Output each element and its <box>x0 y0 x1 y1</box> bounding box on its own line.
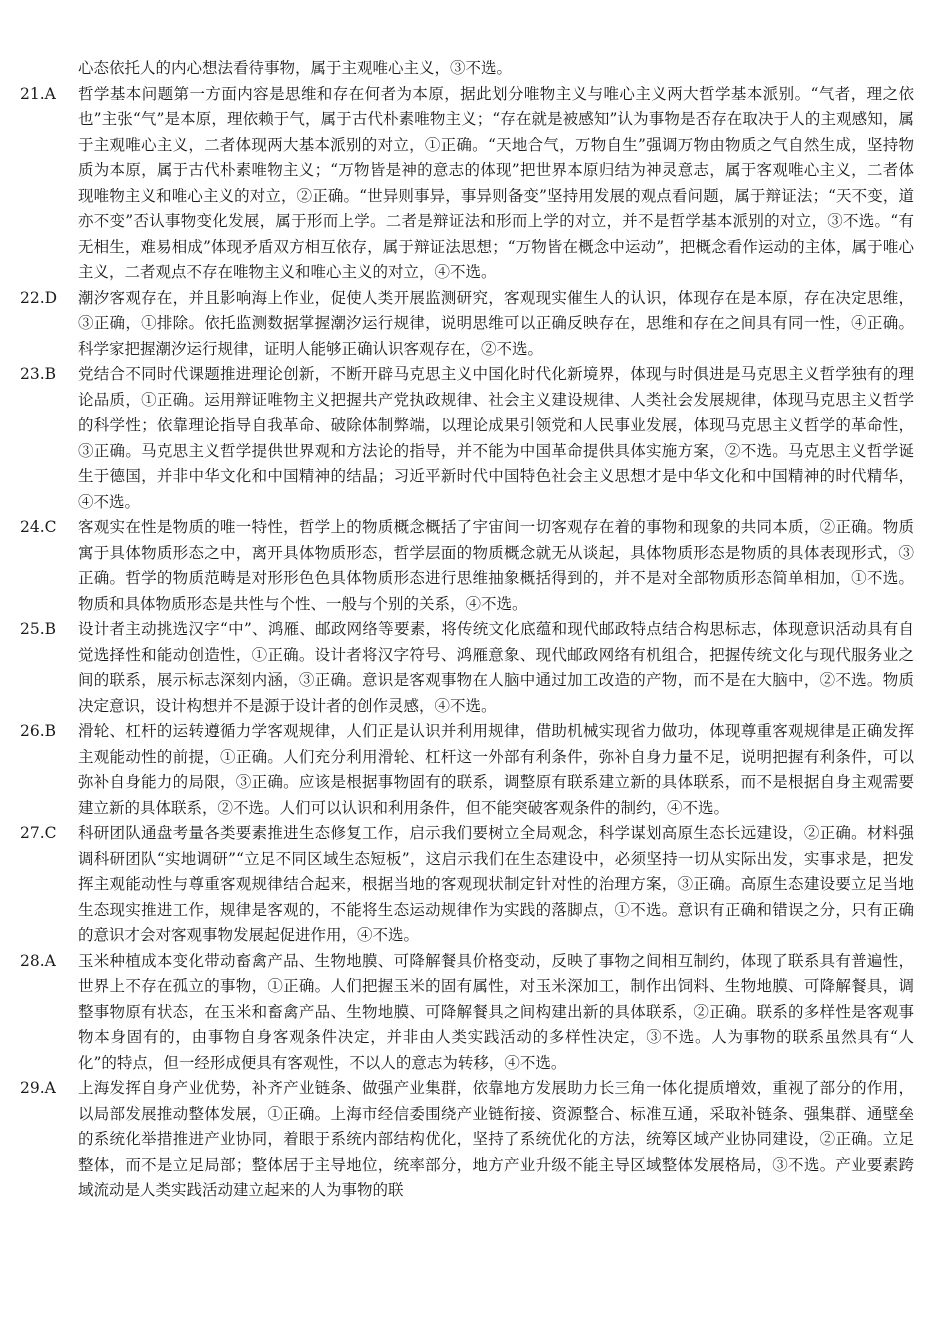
answer-letter: A <box>44 1079 56 1097</box>
answer-letter: A <box>44 951 56 970</box>
item-number: 28.A <box>20 951 56 970</box>
explanation-text: 科研团队通盘考量各类要素推进生态修复工作，启示我们要树立全局观念，科学谋划高原生态长远建设，②正确。材料强调科研团队“实地调研”“立足不同区域生态短板”，这启示我们在生态建设中，必须坚持一切从实际出发，实事求是，把发挥主观能动性与尊重客观规律结合起来，根据当地的客观现状制定针对性的治理方案，③正确。高原生态建设要立足当地生态现实推进工作，规律是客观的，不能将生态运动规律作为实践的落脚点，①不选。意识有正确和错误之分，只有正确的意识才会对客观事物发展起促进作用，④不选。 <box>78 824 914 944</box>
answer-item-26 <box>20 719 914 821</box>
answer-item-25 <box>20 617 914 719</box>
continued-paragraph: 心态依托人的内心想法看待事物，属于主观唯心主义，③不选。 <box>78 59 513 77</box>
answer-letter: B <box>44 365 57 383</box>
answer-item-27 <box>20 821 914 949</box>
item-number: 26.B <box>20 722 57 740</box>
answer-letter: D <box>44 288 58 307</box>
item-number: 22.D <box>20 288 58 307</box>
item-number: 25.B <box>20 620 57 638</box>
answer-letter: C <box>44 518 57 536</box>
answer-item-22 <box>20 286 914 363</box>
answer-letter: B <box>44 620 57 638</box>
answer-item-29 <box>20 1076 914 1204</box>
explanation-text: 上海发挥自身产业优势，补齐产业链条、做强产业集群，依靠地方发展助力长三角一体化提质增效，重视了部分的作用，以局部发展推动整体发展，①正确。上海市经信委围绕产业链衔接、资源整合、标准互通，采取补链条、强集群、通壁垒的系统化举措推进产业协同，着眼于系统内部结构优化，坚持了系统优化的方法，统筹区域产业协同建设，②正确。立足整体，而不是立足局部；整体居于主导地位，统率部分，地方产业升级不能主导区域整体发展格局，③不选。产业要素跨域流动是人类实践活动建立起来的人为事物的联 <box>78 1079 914 1199</box>
answer-letter: A <box>44 84 56 103</box>
item-number: 24.C <box>20 518 57 536</box>
answer-item-28 <box>20 949 914 1077</box>
explanation-text: 党结合不同时代课题推进理论创新，不断开辟马克思主义中国化时代化新境界，体现与时俱进是马克思主义哲学独有的理论品质，①正确。运用辩证唯物主义把握共产党执政规律、社会主义建设规律、人类社会发展规律，体现马克思主义哲学的科学性；依靠理论指导自我革命、破除体制弊端，以理论成果引领党和人民事业发展，体现马克思主义哲学的革命性，③正确。马克思主义哲学提供世界观和方法论的指导，并不能为中国革命提供具体实施方案，②不选。马克思主义哲学诞生于德国，并非中华文化和中国精神的结晶；习近平新时代中国特色社会主义思想才是中华文化和中国精神的时代精华，④不选。 <box>78 365 914 511</box>
item-number: 21.A <box>20 84 56 103</box>
item-number: 23.B <box>20 365 57 383</box>
answer-item-24 <box>20 515 914 617</box>
explanation-text: 滑轮、杠杆的运转遵循力学客观规律，人们正是认识并利用规律，借助机械实现省力做功，体现尊重客观规律是正确发挥主观能动性的前提，①正确。人们充分利用滑轮、杠杆这一外部有利条件，弥补自身力量不足，说明把握有利条件，可以弥补自身能力的局限，③正确。应该是根据事物固有的联系，调整原有联系建立新的具体联系，而不是根据自身主观需要建立新的具体联系，②不选。人们可以认识和利用条件，但不能突破客观条件的制约，④不选。 <box>78 722 914 817</box>
explanation-text: 玉米种植成本变化带动畜禽产品、生物地膜、可降解餐具价格变动，反映了事物之间相互制约，体现了联系具有普遍性，世界上不存在孤立的事物，①正确。人们把握玉米的固有属性，对玉米深加工，制作出饲料、生物地膜、可降解餐具，调整事物原有状态，在玉米和畜禽产品、生物地膜、可降解餐具之间构建出新的具体联系，②正确。联系的多样性是客观事物本身固有的，由事物自身客观条件决定，并非由人类实践活动的多样性决定，③不选。人为事物的联系虽然具有“人化”的特点，但一经形成便具有客观性，不以人的意志为转移，④不选。 <box>78 951 914 1072</box>
answer-letter: C <box>44 824 57 842</box>
answer-item-21 <box>20 82 914 286</box>
explanation-text: 潮汐客观存在，并且影响海上作业，促使人类开展监测研究，客观现实催生人的认识，体现存在是本原，存在决定思维，③正确，①排除。依托监测数据掌握潮汐运行规律，说明思维可以正确反映存在，思维和存在之间具有同一性，④正确。科学家把握潮汐运行规律，证明人能够正确认识客观存在，②不选。 <box>78 288 914 358</box>
item-number: 29.A <box>20 1079 56 1097</box>
explanation-text: 客观实在性是物质的唯一特性，哲学上的物质概念概括了宇宙间一切客观存在着的事物和现象的共同本质，②正确。物质寓于具体物质形态之中，离开具体物质形态，哲学层面的物质概念就无从谈起，具体物质形态是物质的具体表现形式，③正确。哲学的物质范畴是对形形色色具体物质形态进行思维抽象概括得到的，并不是对全部物质形态简单相加，①不选。物质和具体物质形态是共性与个性、一般与个别的关系，④不选。 <box>78 518 914 613</box>
answer-item-23 <box>20 362 914 515</box>
explanation-text: 设计者主动挑选汉字“中”、鸿雁、邮政网络等要素，将传统文化底蕴和现代邮政特点结合构思标志，体现意识活动具有自觉选择性和能动创造性，①正确。设计者将汉字符号、鸿雁意象、现代邮政网络有机组合，把握传统文化与现代服务业之间的联系，展示标志深刻内涵，③正确。意识是客观事物在人脑中通过加工改造的产物，而不是在大脑中，②不选。物质决定意识，设计构想并不是源于设计者的创作灵感，④不选。 <box>78 620 914 715</box>
answer-letter: B <box>44 722 57 740</box>
item-number: 27.C <box>20 824 57 842</box>
explanation-text: 哲学基本问题第一方面内容是思维和存在何者为本原，据此划分唯物主义与唯心主义两大哲学基本派别。“气者，理之依也”主张“气”是本原，理依赖于气，属于古代朴素唯物主义；“存在就是被感知”认为事物是否存在取决于人的主观感知，属于主观唯心主义，二者体现两大基本派别的对立，①正确。“天地合气，万物自生”强调万物由物质之气自然生成，坚持物质为本原，属于古代朴素唯物主义；“万物皆是神的意志的体现”把世界本原归结为神灵意志，属于客观唯心主义，二者体现唯物主义和唯心主义的对立，②正确。“世异则事异，事异则备变”坚持用发展的观点看问题，属于辩证法；“天不变，道亦不变”否认事物变化发展，属于形而上学。二者是辩证法和形而上学的对立，并不是哲学基本派别的对立，③不选。“有无相生，难易相成”体现矛盾双方相互依存，属于辩证法思想；“万物皆在概念中运动”，把概念看作运动的主体，属于唯心主义，二者观点不存在唯物主义和唯心主义的对立，④不选。 <box>78 84 914 281</box>
